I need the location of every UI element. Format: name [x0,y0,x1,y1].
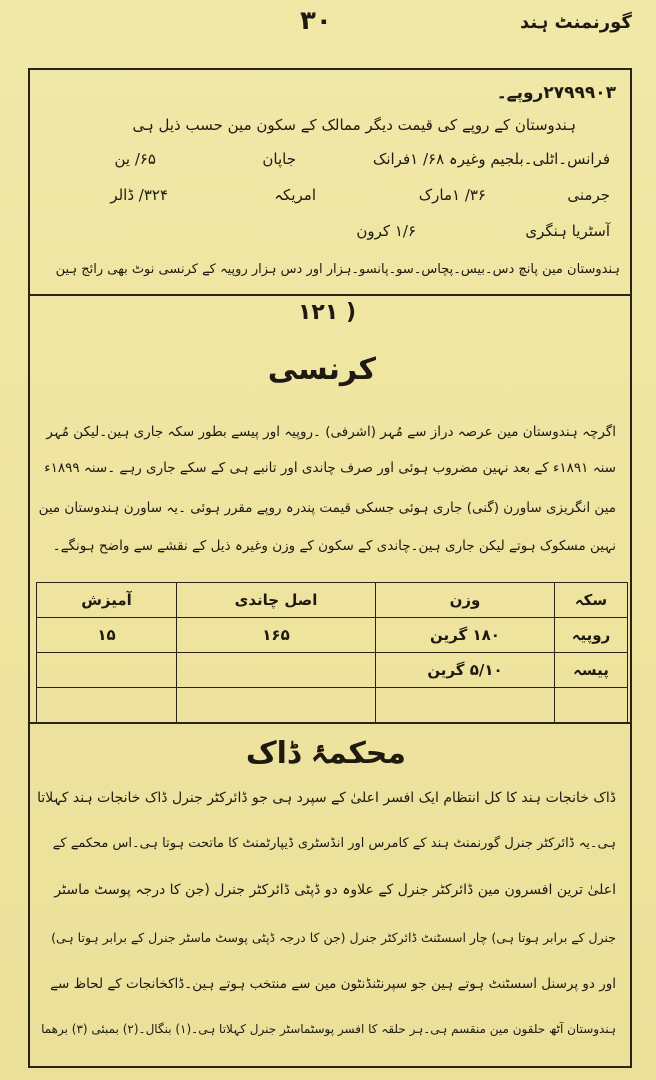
currency-heading: کرنسی [267,352,376,387]
amount-line: ۲۷۹۹۹۰۳روپے۔ [496,83,616,103]
post-paragraph-line-5: اور دو پرسنل اسسٹنٹ ہوتے ہین جو سپرنٹنڈنٹون مین سے منتخب ہوتے ہین۔ڈاکخانجات کے لحاظ سے [50,976,616,992]
table-cell [177,688,376,723]
exchange-row2-right: جرمنی [567,186,610,204]
table-header-row [37,583,628,618]
exchange-row2-mid-b: امریکہ [274,186,316,204]
post-paragraph-line-4: جنرل کے برابر ہوتا ہی) چار اسسٹنٹ ڈائرکٹر جنرل (جن کا درجہ ڈپٹی پوسٹ ماسٹر جنرل کے برابر ہوتا ہی) [51,930,616,945]
page-number: ۳۰ [300,6,332,36]
coin-weights-table [36,582,628,723]
table-cell [37,688,177,723]
table-cell: ۵/۱۰ گرین [376,653,555,688]
table-cell [555,688,628,723]
post-heading: محکمۂ ڈاک [245,736,406,771]
exchange-row3-mid: ۱/۶ کرون [356,222,416,240]
currency-notes-line: ہندوستان مین پانچ دس۔بیس۔پچاس۔سو۔پانسو۔ہزار اور دس ہزار روپیہ کے کرنسی نوٹ بھی رائج ہین [55,262,620,277]
table-cell: ۱۸۰ گرین [376,618,555,653]
table-row [37,688,628,723]
table-cell [376,688,555,723]
table-header-cell: سکہ [555,583,628,618]
currency-paragraph-line-4: نہین مسکوک ہوتے لیکن جاری ہین۔چاندی کے سکون کے وزن وغیرہ ذیل کے نقشے سے واضح ہونگے۔ [52,538,616,554]
table-row [37,653,628,688]
table-row [37,618,628,653]
table-cell [177,653,376,688]
exchange-row2-mid-a: ۳۶/ ۱مارک [418,186,486,204]
post-paragraph-line-2: ہی۔یہ ڈائرکٹر جنرل گورنمنٹ ہند کے کامرس اور انڈسٹری ڈیپارٹمنٹ کا ماتحت ہوتا ہی۔اس محکمے کے [52,836,616,851]
exchange-row1-left: ۶۵/ ین [114,150,156,168]
exchange-intro: ہندوستان کے روپے کی قیمت دیگر ممالک کے سکون مین حسب ذیل ہی [132,116,576,134]
post-paragraph-line-1: ڈاک خانجات ہند کا کل انتظام ایک افسر اعلیٰ کے سپرد ہی جو ڈائرکٹر جنرل ڈاک خانجات ہند کہلاتا [37,790,616,806]
currency-paragraph-line-3: مین انگریزی ساورن (گنی) جاری ہوئی جسکی قیمت پندرہ روپے مقرر ہوئی ۔یہ ساورن ہندوستان مین [38,500,616,516]
page-frame [28,68,632,1068]
exchange-row2-left: ۳۲۴/ ڈالر [110,186,168,204]
running-title: گورنمنٹ ہند [520,12,632,33]
exchange-row1-right: فرانس۔اٹلی۔بلجیم وغیرہ ۶۸/ ۱فرانک [372,150,610,168]
currency-paragraph-line-2: سنہ ۱۸۹۱ء کے بعد نہین مضروب ہوئی اور صرف چاندی اور تانبے ہی کے سکے جاری رہے ۔سنہ ۱۸۹۹ء [44,460,616,476]
section-divider [30,722,630,724]
table-cell: ۱۵ [37,618,177,653]
table-header-cell: اصل چاندی [177,583,376,618]
handwritten-mark: ( ۱۲۱ [297,300,356,325]
table-header-cell: آمیزش [37,583,177,618]
table-cell: پیسہ [555,653,628,688]
post-paragraph-line-6: ہندوستان آٹھ حلقون مین منقسم ہی۔ہر حلقہ کا افسر پوسٹماسٹر جنرل کہلاتا ہی۔(۱) بنگال۔(۲) بمبئی (۳) برھما [41,1022,616,1036]
exchange-row3-right: آسٹریا ہنگری [525,222,610,240]
table-cell [37,653,177,688]
currency-paragraph-line-1: اگرچہ ہندوستان مین عرصہ دراز سے مُہر (اشرفی) ۔روپیہ اور پیسے بطور سکہ جاری ہین۔لیکن مُہر [46,424,616,440]
table-cell: ۱۶۵ [177,618,376,653]
exchange-row1-mid: جاپان [262,150,296,168]
post-paragraph-line-3: اعلیٰ ترین افسرون مین ڈائرکٹر جنرل کے علاوہ دو ڈپٹی ڈائرکٹر جنرل (جن کا درجہ پوسٹ ماسٹر [54,882,616,898]
table-cell: روپیہ [555,618,628,653]
section-divider [30,294,630,296]
table-header-cell: وزن [376,583,555,618]
